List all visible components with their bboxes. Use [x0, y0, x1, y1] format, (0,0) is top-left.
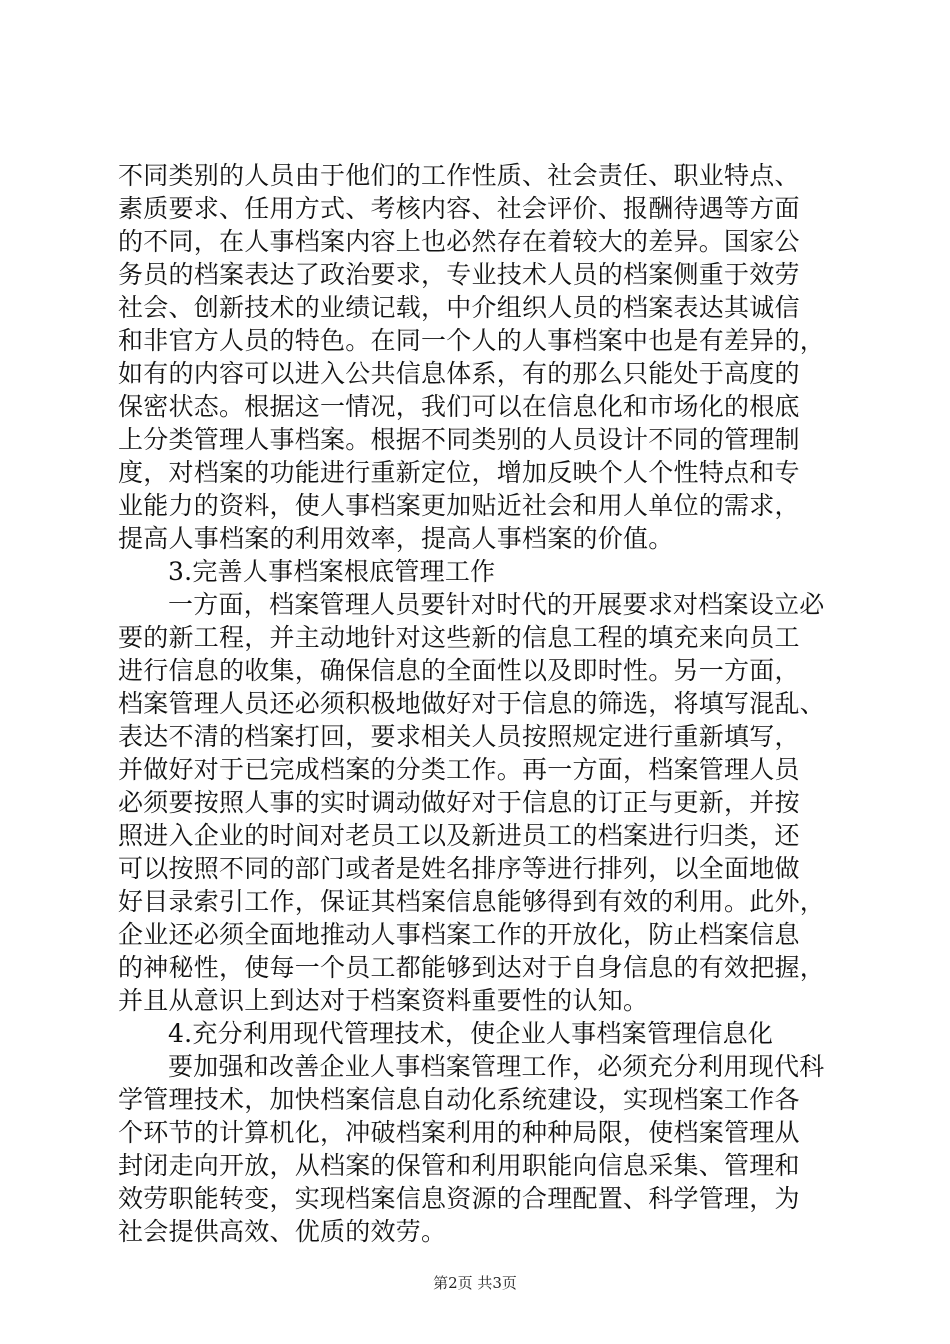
- text-line: 要加强和改善企业人事档案管理工作，必须充分利用现代科: [168, 1052, 825, 1081]
- page-number-footer: 第2页 共3页: [433, 1274, 517, 1292]
- text-line: 保密状态。根据这一情况，我们可以在信息化和市场化的根底: [118, 392, 800, 421]
- text-line: 一方面，档案管理人员要针对时代的开展要求对档案设立必: [168, 590, 825, 619]
- text-line: 业能力的资料，使人事档案更加贴近社会和用人单位的需求，: [118, 491, 800, 520]
- text-line: 要的新工程，并主动地针对这些新的信息工程的填充来向员工: [118, 623, 800, 652]
- text-line: 如有的内容可以进入公共信息体系，有的那么只能处于高度的: [118, 359, 800, 388]
- text-line: 封闭走向开放，从档案的保管和利用职能向信息采集、管理和: [118, 1151, 800, 1180]
- text-line: 的不同，在人事档案内容上也必然存在着较大的差异。国家公: [118, 227, 800, 256]
- text-line: 档案管理人员还必须积极地做好对于信息的筛选，将填写混乱、: [118, 689, 826, 718]
- text-line: 照进入企业的时间对老员工以及新进员工的档案进行归类，还: [118, 821, 800, 850]
- section-heading-4: 4.充分利用现代管理技术，使企业人事档案管理信息化: [168, 1019, 774, 1048]
- text-line: 必须要按照人事的实时调动做好对于信息的订正与更新，并按: [118, 788, 800, 817]
- text-line: 学管理技术，加快档案信息自动化系统建设，实现档案工作各: [118, 1085, 800, 1114]
- text-line: 个环节的计算机化，冲破档案利用的种种局限，使档案管理从: [118, 1118, 800, 1147]
- section-heading-3: 3.完善人事档案根底管理工作: [168, 557, 496, 586]
- text-line: 不同类别的人员由于他们的工作性质、社会责任、职业特点、: [118, 161, 800, 190]
- text-line: 素质要求、任用方式、考核内容、社会评价、报酬待遇等方面: [118, 194, 800, 223]
- text-line: 提高人事档案的利用效率，提高人事档案的价值。: [118, 524, 674, 553]
- text-line: 度，对档案的功能进行重新定位，增加反映个人个性特点和专: [118, 458, 800, 487]
- text-line: 可以按照不同的部门或者是姓名排序等进行排列，以全面地做: [118, 854, 800, 883]
- text-line: 并且从意识上到达对于档案资料重要性的认知。: [118, 986, 649, 1015]
- text-line: 表达不清的档案打回，要求相关人员按照规定进行重新填写，: [118, 722, 800, 751]
- text-line: 并做好对于已完成档案的分类工作。再一方面，档案管理人员: [118, 755, 800, 784]
- text-line: 社会提供高效、优质的效劳。: [118, 1217, 447, 1246]
- text-line: 社会、创新技术的业绩记载，中介组织人员的档案表达其诚信: [118, 293, 800, 322]
- text-line: 进行信息的收集，确保信息的全面性以及即时性。另一方面，: [118, 656, 800, 685]
- text-line: 和非官方人员的特色。在同一个人的人事档案中也是有差异的，: [118, 326, 826, 355]
- text-line: 好目录索引工作，保证其档案信息能够得到有效的利用。此外，: [118, 887, 826, 916]
- document-body: [118, 159, 838, 1248]
- text-line: 务员的档案表达了政治要求，专业技术人员的档案侧重于效劳: [118, 260, 800, 289]
- text-line: 的神秘性，使每一个员工都能够到达对于自身信息的有效把握，: [118, 953, 826, 982]
- text-line: 效劳职能转变，实现档案信息资源的合理配置、科学管理，为: [118, 1184, 800, 1213]
- text-line: 企业还必须全面地推动人事档案工作的开放化，防止档案信息: [118, 920, 800, 949]
- text-line: 上分类管理人事档案。根据不同类别的人员设计不同的管理制: [118, 425, 800, 454]
